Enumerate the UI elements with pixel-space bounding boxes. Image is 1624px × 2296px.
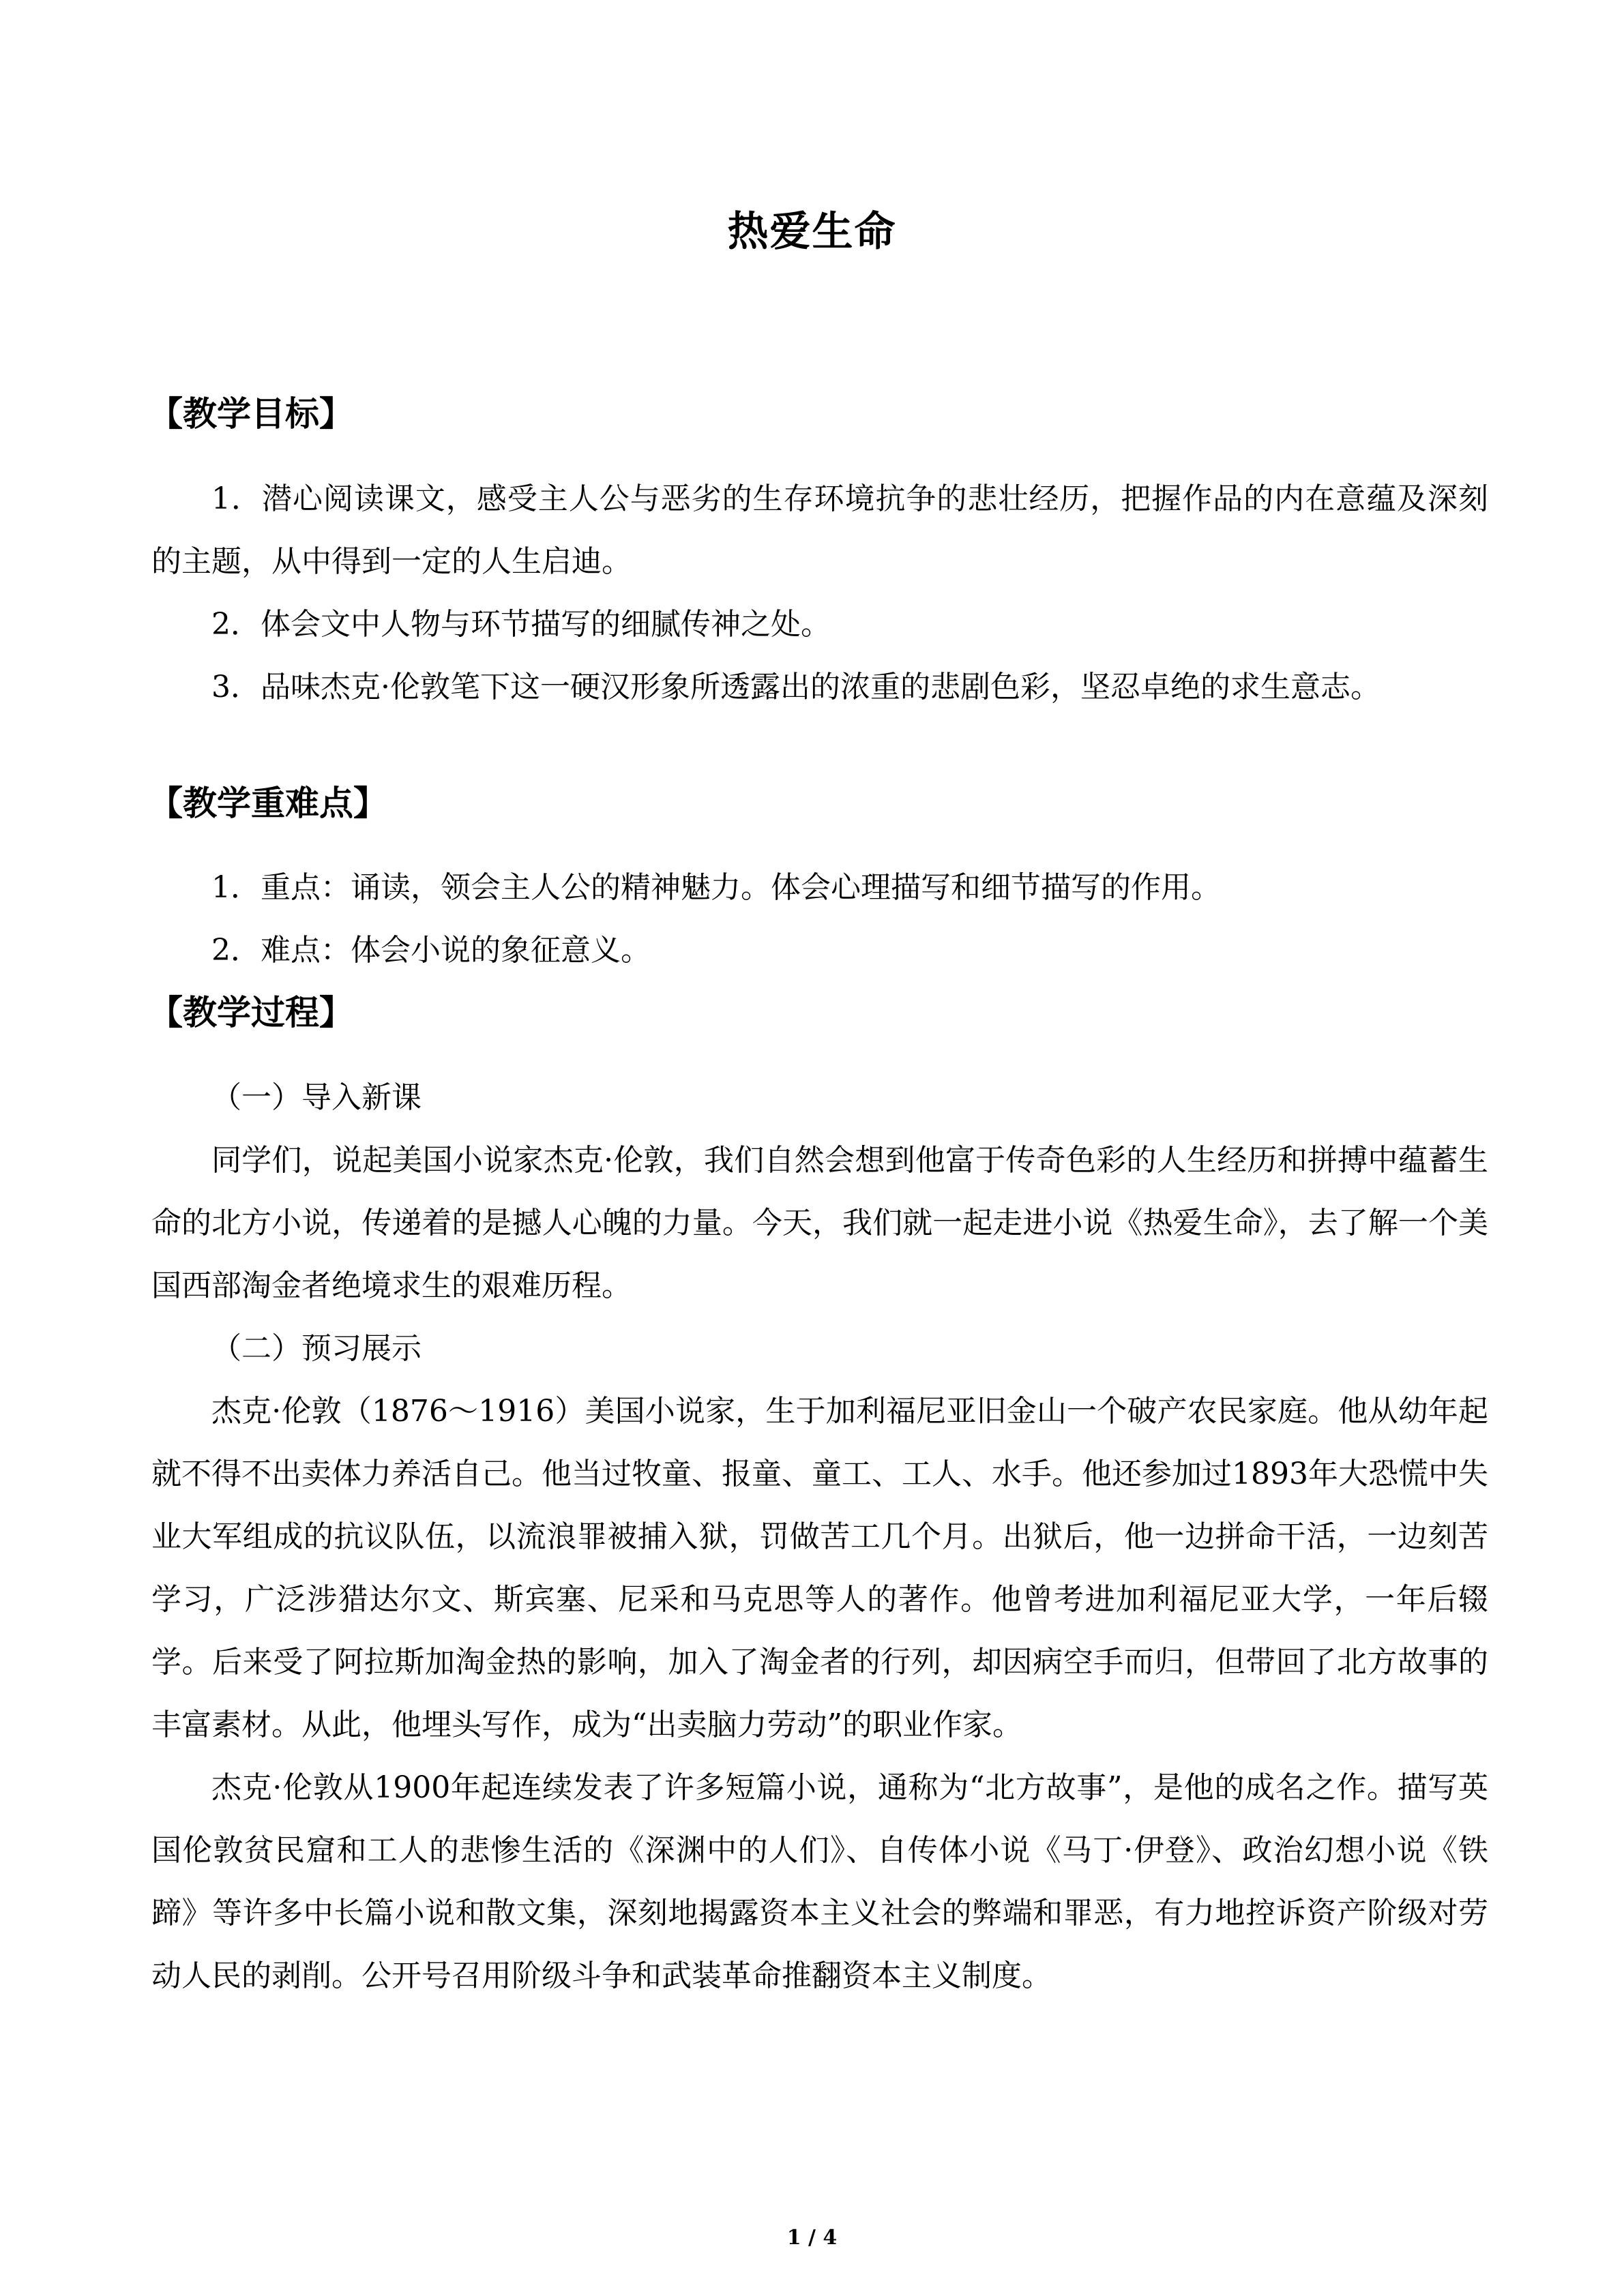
key-point-item-1: 1．重点：诵读，领会主人公的精神魅力。体会心理描写和细节描写的作用。: [211, 870, 1221, 905]
paragraph-intro: 同学们，说起美国小说家杰克·伦敦，我们自然会想到他富于传奇色彩的人生经历和拼搏中蕴蓄生命的北方小说，传递着的是撼人心魄的力量。今天，我们就一起走进小说《热爱生命》，去了解一个美国西部淘金者绝境求生的艰难历程。: [151, 1143, 1488, 1303]
subheading-preview: （二）预习展示: [211, 1331, 422, 1366]
key-point-item-2: 2．难点：体会小说的象征意义。: [211, 933, 651, 968]
goal-item-2: 2．体会文中人物与环节描写的细腻传神之处。: [211, 607, 831, 642]
page-number: 1 / 4: [786, 2226, 838, 2250]
paragraph-author-bio: 杰克·伦敦（1876～1916）美国小说家，生于加利福尼亚旧金山一个破产农民家庭。他从幼年起就不得不出卖体力养活自己。他当过牧童、报童、童工、工人、水手。他还参加过1893年大恐慌中失业大军组成的抗议队伍，以流浪罪被捕入狱，罚做苦工几个月。出狱后，他一边拼命干活，一边刻苦学习，广泛涉猎达尔文、斯宾塞、尼采和马克思等人的著作。他曾考进加利福尼亚大学，一年后辍学。后来受了阿拉斯加淘金热的影响，加入了淘金者的行列，却因病空手而归，但带回了北方故事的丰富素材。从此，他埋头写作，成为“出卖脑力劳动”的职业作家。: [151, 1394, 1488, 1742]
subheading-intro: （一）导入新课: [211, 1080, 422, 1115]
goal-item-1: 1．潜心阅读课文，感受主人公与恶劣的生存环境抗争的悲壮经历，把握作品的内在意蕴及深刻的主题，从中得到一定的人生启迪。: [151, 481, 1488, 579]
section-heading-goals: 【教学目标】: [149, 394, 353, 434]
section-heading-process: 【教学过程】: [149, 993, 353, 1032]
section-heading-key-points: 【教学重难点】: [149, 784, 387, 823]
document-title: 热爱生命: [727, 208, 897, 256]
paragraph-author-works: 杰克·伦敦从1900年起连续发表了许多短篇小说，通称为“北方故事”，是他的成名之作。描写英国伦敦贫民窟和工人的悲惨生活的《深渊中的人们》、自传体小说《马丁·伊登》、政治幻想小说《铁蹄》等许多中长篇小说和散文集，深刻地揭露资本主义社会的弊端和罪恶，有力地控诉资产阶级对劳动人民的剥削。公开号召用阶级斗争和武装革命推翻资本主义制度。: [151, 1770, 1488, 1993]
goal-item-3: 3．品味杰克·伦敦笔下这一硬汉形象所透露出的浓重的悲剧色彩，坚忍卓绝的求生意志。: [211, 670, 1381, 704]
